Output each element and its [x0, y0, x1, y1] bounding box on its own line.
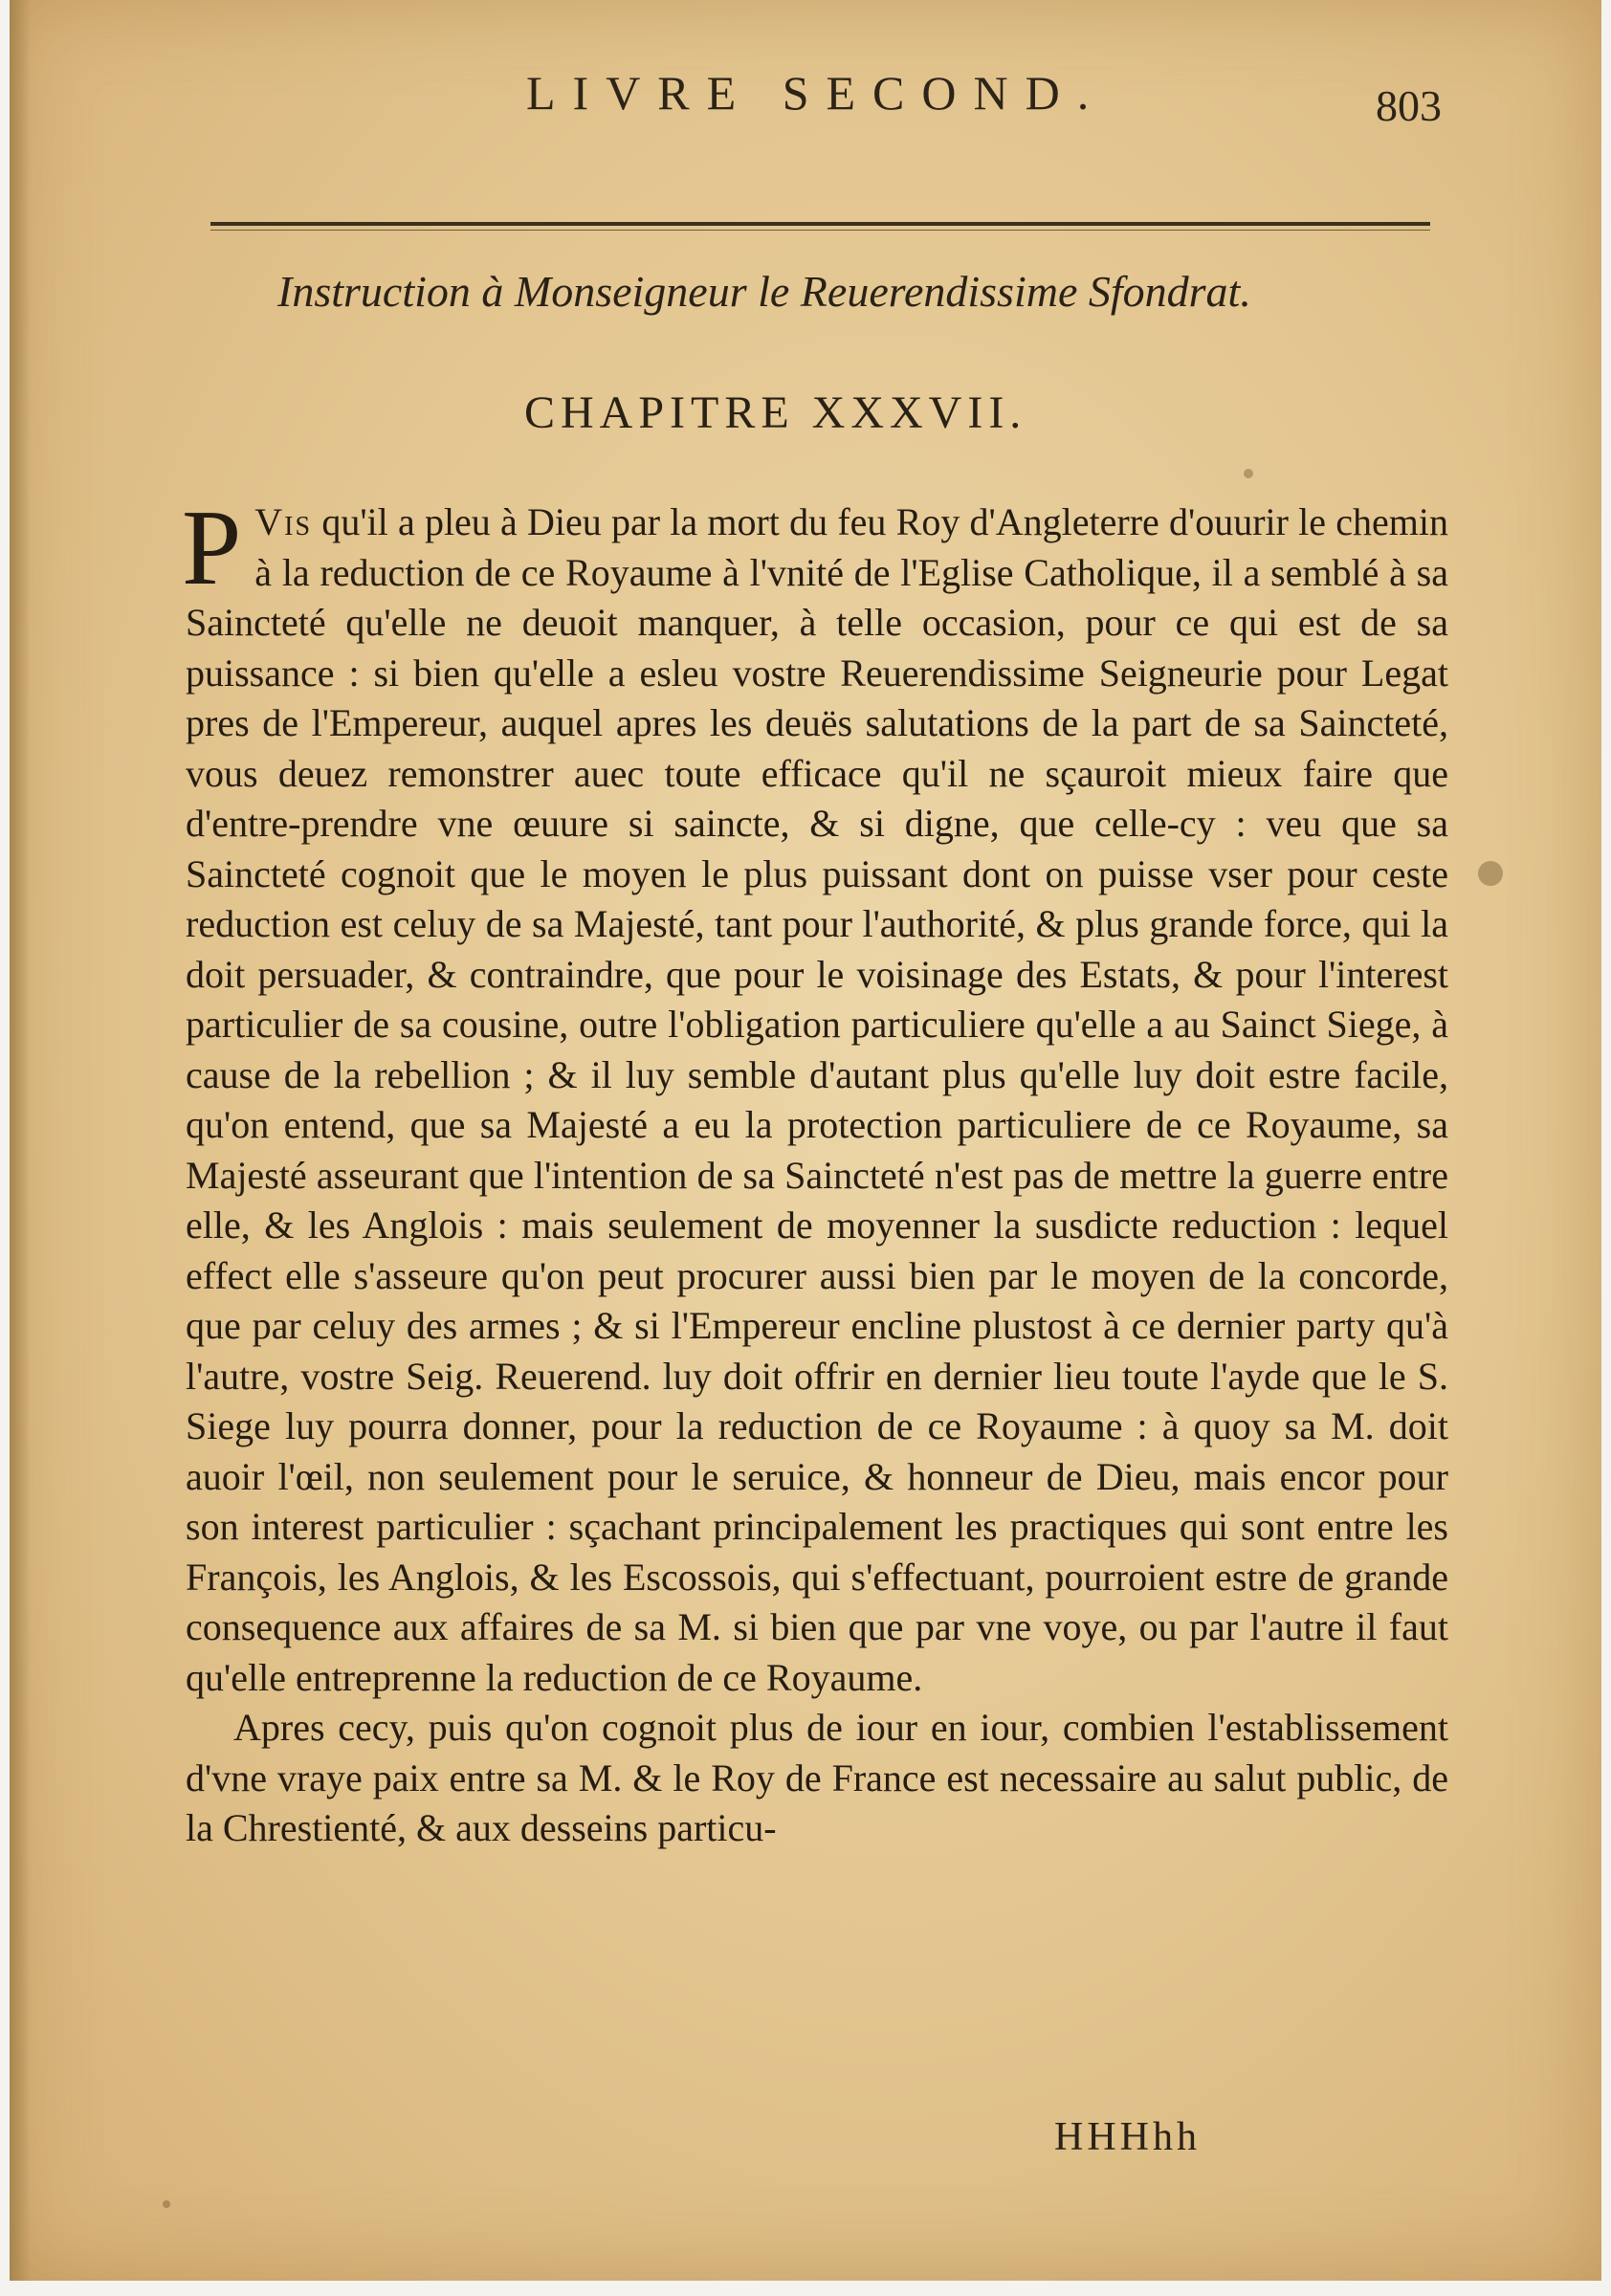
section-title: Instruction à Monseigneur le Reuerendissime Sfondrat. — [277, 267, 1251, 316]
ink-spot — [163, 2200, 170, 2208]
paragraph-2: Apres cecy, puis qu'on cognoit plus de iour en iour, combien l'establissement d'vne vraye paix entre sa M. & le Roy de France est necessaire au salut public, de la Chrestienté, & aux desseins particu- — [186, 1706, 1448, 1849]
chapter-heading: CHAPITRE XXXVII. — [524, 387, 1027, 438]
ink-spot — [1244, 469, 1253, 478]
ink-spot — [1478, 861, 1503, 886]
paragraph-1 — [182, 489, 1448, 1703]
header-rule — [210, 222, 1430, 226]
body-text — [182, 489, 1448, 1854]
lead-word: Vis — [254, 500, 313, 543]
paragraph-1-text: qu'il a pleu à Dieu par la mort du feu Roy d'Angleterre d'ouurir le chemin à la reduction de ce Royaume à l'vnité de l'Eglise Catholique, il a semblé à sa Saincteté qu'elle ne deuoit manquer, à telle occasion, pour ce qui est de sa puissance : si bien qu'elle a esleu vostre Reuerendissime Seigneurie pour Legat pres de l'Empereur, auquel apres les deuës salutations de la part de sa Saincteté, vous deuez remonstrer auec toute efficace qu'il ne sçauroit mieux faire que d'entre-prendre vne œuure si saincte, & si digne, que celle-cy : veu que sa Saincteté cognoit que le moyen le plus puissant dont on puisse vser pour ceste reduction est celuy de sa Majesté, tant pour l'authorité, & plus grande force, qui la doit persuader, & contraindre, que pour le voisinage des Estats, & pour l'interest particulier de sa cousine, outre l'obligation particuliere qu'elle a au Sainct Siege, à cause de la rebellion ; & il luy semble d'autant plus qu'elle luy doit estre facile, qu'on entend, que sa Majesté a eu la protection particuliere de ce Royaume, sa Majesté asseurant que l'intention de sa Saincteté n'est pas de mettre la guerre entre elle, & les Anglois : mais seulement de moyenner la susdicte reduction : lequel effect elle s'asseure qu'on peut procurer aussi bien par le moyen de la concorde, que par celuy des armes ; & si l'Empereur encline plustost à ce dernier party qu'à l'autre, vostre Seig. Reuerend. luy doit offrir en dernier lieu toute l'ayde que le S. Siege luy pourra donner, pour la reduction de ce Royaume : à quoy sa M. doit auoir l'œil, non seulement pour le seruice, & honneur de Dieu, mais encor pour son interest particulier : sçachant principalement les practiques qui sont entre les François, les Anglois, & les Escossois, qui s'effectuant, pourroient estre de grande consequence aux affaires de sa M. si bien que par vne voye, ou par l'autre il faut qu'elle entreprenne la reduction de ce Royaume. — [186, 500, 1448, 1699]
drop-capital: P — [182, 489, 242, 607]
signature-mark: HHHhh — [1054, 2115, 1201, 2159]
page-spine-shadow — [10, 0, 31, 2281]
running-head: LIVRE SECOND. — [526, 66, 1107, 120]
header-rule-thin — [210, 230, 1430, 231]
page-number: 803 — [1376, 81, 1442, 130]
book-page — [10, 0, 1601, 2281]
